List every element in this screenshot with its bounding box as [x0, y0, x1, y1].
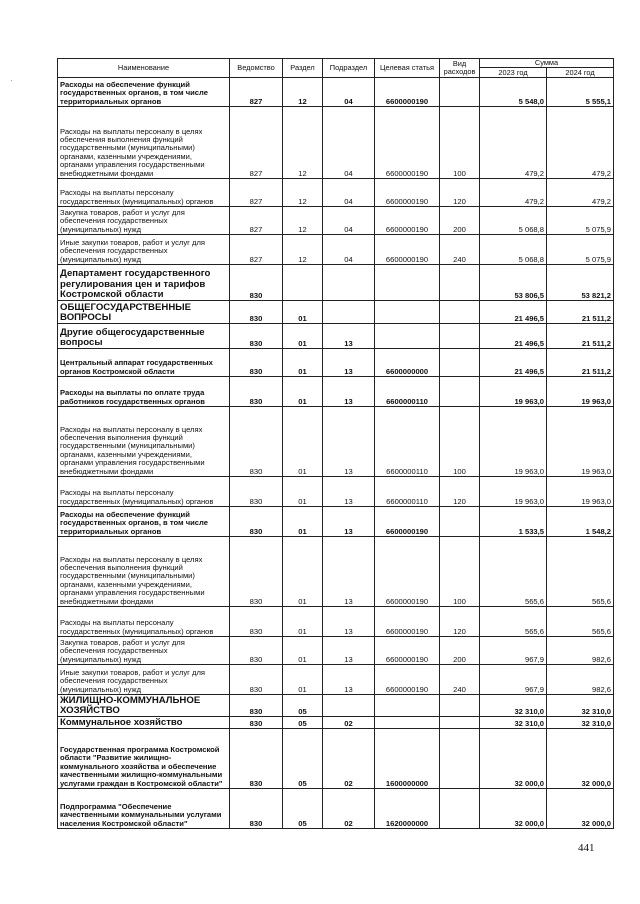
cell-dept: 827: [230, 107, 283, 179]
cell-2023: 479,2: [480, 107, 547, 179]
cell-2023: 19 963,0: [480, 477, 547, 507]
cell-name: Расходы на обеспечение функций государственных органов, в том числе территориальных органов: [58, 78, 230, 107]
cell-subsection: [323, 265, 375, 301]
cell-section: 01: [283, 665, 323, 695]
table-row: [58, 78, 614, 107]
cell-subsection: 02: [323, 789, 375, 829]
cell-expense-type: 100: [440, 407, 480, 477]
cell-dept: 830: [230, 324, 283, 349]
table-row: [58, 789, 614, 829]
cell-dept: 827: [230, 207, 283, 235]
cell-target: 6600000110: [375, 407, 440, 477]
cell-2024: 5 075,9: [547, 207, 614, 235]
cell-section: 01: [283, 607, 323, 637]
cell-dept: 827: [230, 179, 283, 207]
col-2024-header: 2024 год: [547, 68, 614, 78]
col-name-header: Наименование: [58, 59, 230, 78]
cell-target: 6600000190: [375, 607, 440, 637]
table-row: [58, 507, 614, 537]
cell-subsection: 13: [323, 607, 375, 637]
cell-target: [375, 265, 440, 301]
cell-target: [375, 324, 440, 349]
cell-subsection: 13: [323, 537, 375, 607]
cell-dept: 827: [230, 235, 283, 265]
cell-target: 6600000190: [375, 637, 440, 665]
table-row: [58, 717, 614, 729]
cell-2023: 53 806,5: [480, 265, 547, 301]
cell-name: ЖИЛИЩНО-КОММУНАЛЬНОЕ ХОЗЯЙСТВО: [58, 695, 230, 717]
cell-2024: 21 511,2: [547, 301, 614, 324]
cell-target: 6600000190: [375, 78, 440, 107]
cell-target: 1600000000: [375, 729, 440, 789]
cell-expense-type: [440, 78, 480, 107]
cell-2024: 479,2: [547, 179, 614, 207]
cell-section: 12: [283, 78, 323, 107]
cell-dept: 830: [230, 607, 283, 637]
cell-subsection: 04: [323, 179, 375, 207]
cell-2023: 967,9: [480, 637, 547, 665]
col-dept-header: Ведомство: [230, 59, 283, 78]
cell-target: 6600000190: [375, 537, 440, 607]
cell-name: Центральный аппарат государственных органов Костромской области: [58, 349, 230, 377]
cell-2023: 32 310,0: [480, 695, 547, 717]
budget-table: [57, 58, 614, 829]
cell-expense-type: [440, 789, 480, 829]
table-header: [58, 59, 614, 78]
cell-expense-type: 200: [440, 207, 480, 235]
page-number: 441: [578, 842, 595, 854]
cell-dept: 830: [230, 537, 283, 607]
cell-subsection: 04: [323, 207, 375, 235]
cell-2024: 32 000,0: [547, 729, 614, 789]
cell-name: Расходы на выплаты персоналу в целях обеспечения выполнения функций государственными (муниципальными) органами, казенными учреждениями, органами управления государственными внебюджетными фондами: [58, 107, 230, 179]
cell-section: 01: [283, 637, 323, 665]
cell-2024: 982,6: [547, 637, 614, 665]
cell-target: 1620000000: [375, 789, 440, 829]
cell-expense-type: 240: [440, 665, 480, 695]
cell-subsection: 04: [323, 235, 375, 265]
cell-subsection: 13: [323, 349, 375, 377]
cell-section: 01: [283, 477, 323, 507]
cell-dept: 830: [230, 695, 283, 717]
cell-dept: 830: [230, 301, 283, 324]
cell-section: 01: [283, 407, 323, 477]
cell-2023: 19 963,0: [480, 407, 547, 477]
table-row: [58, 729, 614, 789]
cell-2024: 19 963,0: [547, 407, 614, 477]
cell-expense-type: 120: [440, 607, 480, 637]
table-row: [58, 637, 614, 665]
cell-expense-type: 100: [440, 537, 480, 607]
cell-expense-type: 120: [440, 477, 480, 507]
cell-2023: 21 496,5: [480, 301, 547, 324]
cell-target: [375, 695, 440, 717]
cell-section: 01: [283, 377, 323, 407]
cell-section: 01: [283, 537, 323, 607]
cell-section: 12: [283, 235, 323, 265]
cell-2023: 19 963,0: [480, 377, 547, 407]
cell-dept: 830: [230, 377, 283, 407]
cell-expense-type: [440, 377, 480, 407]
cell-section: 05: [283, 729, 323, 789]
cell-2024: 5 075,9: [547, 235, 614, 265]
cell-subsection: 13: [323, 665, 375, 695]
cell-name: Закупка товаров, работ и услуг для обеспечения государственных (муниципальных) нужд: [58, 207, 230, 235]
cell-name: Коммунальное хозяйство: [58, 717, 230, 729]
cell-section: 01: [283, 349, 323, 377]
cell-target: 6600000000: [375, 349, 440, 377]
cell-name: ОБЩЕГОСУДАРСТВЕННЫЕ ВОПРОСЫ: [58, 301, 230, 324]
cell-dept: 830: [230, 507, 283, 537]
table-row: [58, 665, 614, 695]
cell-name: Иные закупки товаров, работ и услуг для обеспечения государственных (муниципальных) нужд: [58, 235, 230, 265]
cell-2024: 982,6: [547, 665, 614, 695]
cell-dept: 830: [230, 407, 283, 477]
cell-expense-type: [440, 717, 480, 729]
cell-dept: 830: [230, 349, 283, 377]
table-row: [58, 695, 614, 717]
col-expense-type-header: Вид расходов: [440, 59, 480, 78]
cell-name: Закупка товаров, работ и услуг для обеспечения государственных (муниципальных) нужд: [58, 637, 230, 665]
cell-expense-type: 100: [440, 107, 480, 179]
budget-table-sheet: [57, 58, 613, 829]
cell-expense-type: [440, 265, 480, 301]
cell-2023: 5 548,0: [480, 78, 547, 107]
cell-section: 05: [283, 717, 323, 729]
cell-section: 05: [283, 789, 323, 829]
cell-section: 01: [283, 324, 323, 349]
table-row: [58, 607, 614, 637]
cell-2024: 53 821,2: [547, 265, 614, 301]
cell-section: 12: [283, 179, 323, 207]
cell-dept: 830: [230, 265, 283, 301]
cell-dept: 830: [230, 637, 283, 665]
cell-subsection: 13: [323, 407, 375, 477]
cell-subsection: 02: [323, 717, 375, 729]
table-row: [58, 179, 614, 207]
cell-target: 6600000110: [375, 477, 440, 507]
cell-subsection: 13: [323, 507, 375, 537]
table-row: [58, 207, 614, 235]
cell-name: Расходы на выплаты персоналу государственных (муниципальных) органов: [58, 477, 230, 507]
cell-dept: 830: [230, 665, 283, 695]
cell-2023: 565,6: [480, 537, 547, 607]
cell-dept: 830: [230, 717, 283, 729]
cell-target: [375, 717, 440, 729]
col-sum-header: Сумма: [480, 59, 614, 68]
cell-2023: 21 496,5: [480, 324, 547, 349]
cell-target: 6600000190: [375, 235, 440, 265]
cell-2023: 479,2: [480, 179, 547, 207]
cell-2024: 32 310,0: [547, 695, 614, 717]
table-row: [58, 301, 614, 324]
cell-subsection: 02: [323, 729, 375, 789]
cell-2023: 32 000,0: [480, 789, 547, 829]
table-row: [58, 235, 614, 265]
cell-name: Иные закупки товаров, работ и услуг для обеспечения государственных (муниципальных) нужд: [58, 665, 230, 695]
cell-expense-type: [440, 507, 480, 537]
cell-dept: 830: [230, 477, 283, 507]
cell-2023: 21 496,5: [480, 349, 547, 377]
cell-2024: 565,6: [547, 607, 614, 637]
cell-target: 6600000190: [375, 207, 440, 235]
cell-2024: 21 511,2: [547, 324, 614, 349]
cell-2024: 19 963,0: [547, 377, 614, 407]
cell-section: 01: [283, 301, 323, 324]
cell-dept: 830: [230, 729, 283, 789]
cell-target: 6600000110: [375, 377, 440, 407]
cell-2024: 32 310,0: [547, 717, 614, 729]
cell-target: 6600000190: [375, 507, 440, 537]
cell-name: Расходы на выплаты по оплате труда работников государственных органов: [58, 377, 230, 407]
cell-2024: 21 511,2: [547, 349, 614, 377]
cell-expense-type: [440, 301, 480, 324]
col-section-header: Раздел: [283, 59, 323, 78]
cell-2023: 32 000,0: [480, 729, 547, 789]
cell-name: Расходы на выплаты персоналу государственных (муниципальных) органов: [58, 179, 230, 207]
cell-subsection: [323, 695, 375, 717]
table-row: [58, 324, 614, 349]
table-body: [58, 78, 614, 829]
table-row: [58, 265, 614, 301]
cell-section: 05: [283, 695, 323, 717]
cell-section: 12: [283, 107, 323, 179]
col-subsection-header: Подраздел: [323, 59, 375, 78]
cell-2024: 1 548,2: [547, 507, 614, 537]
cell-2024: 565,6: [547, 537, 614, 607]
cell-dept: 830: [230, 789, 283, 829]
cell-target: 6600000190: [375, 665, 440, 695]
cell-dept: 827: [230, 78, 283, 107]
cell-2024: 479,2: [547, 107, 614, 179]
cell-name: Государственная программа Костромской области "Развитие жилищно-коммунального хозяйства и обеспечение качественными жилищно-коммунальными услугами граждан в Костромской области": [58, 729, 230, 789]
col-2023-header: 2023 год: [480, 68, 547, 78]
col-target-header: Целевая статья: [375, 59, 440, 78]
table-row: [58, 377, 614, 407]
cell-expense-type: [440, 324, 480, 349]
cell-subsection: 04: [323, 78, 375, 107]
cell-subsection: [323, 301, 375, 324]
cell-2023: 1 533,5: [480, 507, 547, 537]
cell-2023: 5 068,8: [480, 235, 547, 265]
cell-target: 6600000190: [375, 179, 440, 207]
cell-subsection: 13: [323, 377, 375, 407]
table-row: [58, 537, 614, 607]
cell-2024: 32 000,0: [547, 789, 614, 829]
cell-section: 12: [283, 207, 323, 235]
cell-2024: 19 963,0: [547, 477, 614, 507]
cell-name: Другие общегосударственные вопросы: [58, 324, 230, 349]
cell-expense-type: [440, 349, 480, 377]
cell-expense-type: [440, 695, 480, 717]
cell-subsection: 13: [323, 477, 375, 507]
cell-section: [283, 265, 323, 301]
cell-name: Расходы на обеспечение функций государственных органов, в том числе территориальных органов: [58, 507, 230, 537]
scan-mark: ·: [10, 76, 13, 85]
cell-target: 6600000190: [375, 107, 440, 179]
cell-2023: 967,9: [480, 665, 547, 695]
cell-name: Расходы на выплаты персоналу в целях обеспечения выполнения функций государственными (муниципальными) органами, казенными учреждениями, органами управления государственными внебюджетными фондами: [58, 407, 230, 477]
cell-name: Департамент государственного регулирования цен и тарифов Костромской области: [58, 265, 230, 301]
cell-target: [375, 301, 440, 324]
table-row: [58, 107, 614, 179]
cell-subsection: 13: [323, 324, 375, 349]
cell-2023: 5 068,8: [480, 207, 547, 235]
table-row: [58, 407, 614, 477]
cell-name: Расходы на выплаты персоналу государственных (муниципальных) органов: [58, 607, 230, 637]
cell-subsection: 04: [323, 107, 375, 179]
cell-name: Расходы на выплаты персоналу в целях обеспечения выполнения функций государственными (муниципальными) органами, казенными учреждениями, органами управления государственными внебюджетными фондами: [58, 537, 230, 607]
cell-name: Подпрограмма "Обеспечение качественными коммунальными услугами населения Костромской области": [58, 789, 230, 829]
cell-expense-type: 120: [440, 179, 480, 207]
cell-2023: 565,6: [480, 607, 547, 637]
cell-expense-type: 240: [440, 235, 480, 265]
cell-2024: 5 555,1: [547, 78, 614, 107]
cell-2023: 32 310,0: [480, 717, 547, 729]
cell-subsection: 13: [323, 637, 375, 665]
table-row: [58, 477, 614, 507]
table-row: [58, 349, 614, 377]
cell-expense-type: 200: [440, 637, 480, 665]
cell-section: 01: [283, 507, 323, 537]
cell-expense-type: [440, 729, 480, 789]
